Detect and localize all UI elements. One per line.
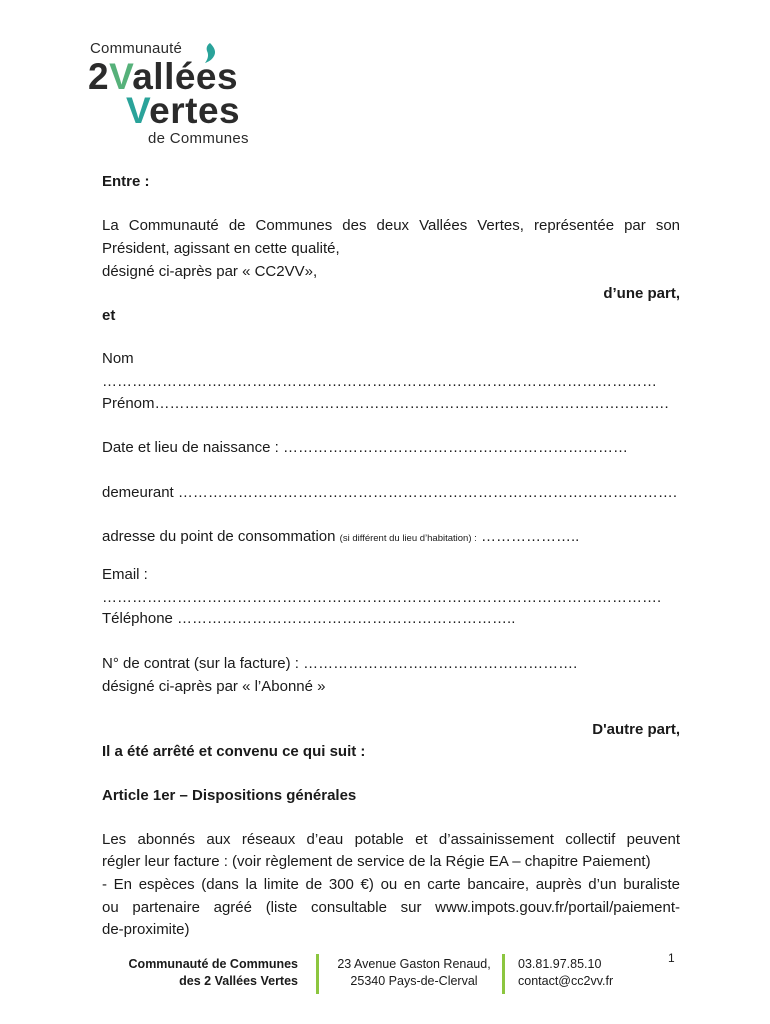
logo-line-communaute: Communauté (90, 40, 183, 57)
autre-part: D'autre part, (592, 721, 680, 738)
para2-line2: régler leur facture : (voir règlement de service de la Régie EA – chapitre Paiement) (102, 853, 651, 870)
abonne-line: désigné ci-après par « l’Abonné » (102, 678, 326, 695)
article1-heading: Article 1er – Dispositions générales (102, 787, 357, 804)
logo (88, 38, 288, 148)
para1-line3: désigné ci-après par « CC2VV», (102, 263, 318, 280)
para1-line2: Président, agissant en cette qualité, (102, 240, 340, 257)
para2-line4: ou partenaire agréé (liste consultable sur www.impots.gouv.fr/portail/paiement- (102, 899, 680, 916)
et-label: et (102, 307, 116, 324)
entre-heading: Entre : (102, 173, 150, 190)
page-footer (0, 950, 770, 1000)
para2-line3: - En espèces (dans la limite de 300 €) ou en carte bancaire, auprès d’un buraliste (102, 876, 680, 893)
field-demeurant: demeurant ………………………………………………………………………………………. (102, 484, 678, 501)
une-part: d’une part, (603, 285, 680, 302)
arrete-heading: Il a été arrêté et convenu ce qui suit : (102, 743, 366, 760)
footer-separator (316, 954, 319, 994)
field-adresse: adresse du point de consommation (si différent du lieu d’habitation) : ……………….. (102, 528, 580, 545)
footer-organization: Communauté de Communes des 2 Vallées Vertes (128, 957, 298, 988)
logo-line-vertes: Vertes (126, 90, 241, 131)
footer-separator (502, 954, 505, 994)
footer-address: 23 Avenue Gaston Renaud, 25340 Pays-de-Clerval (337, 957, 491, 988)
para2-line5: de-proximite) (102, 921, 190, 938)
field-prenom: Prénom…………………………………………………………………………………………. (102, 395, 669, 412)
logo-line-de-communes: de Communes (148, 130, 249, 147)
footer-contact (518, 956, 658, 990)
field-email: Email : …………………………………………………………………………………………………. (102, 566, 662, 606)
footer-email: contact@cc2vv.fr (518, 974, 614, 988)
logo-line-2vallees: 2Vallées (88, 56, 239, 97)
field-telephone: Téléphone ………………………………………………………….. (102, 610, 516, 627)
para1-line1: La Communauté de Communes des deux Vallées Vertes, représentée par son (102, 217, 680, 234)
field-nom: Nom ………………………………………………………………………………………………… (102, 350, 657, 390)
footer-phone: 03.81.97.85.10 (518, 957, 602, 971)
para2-line1: Les abonnés aux réseaux d’eau potable et d’assainissement collectif peuvent (102, 831, 680, 848)
field-naissance: Date et lieu de naissance : …………………………………………………………… (102, 439, 628, 456)
field-contrat: N° de contrat (sur la facture) : ………………………………………………. (102, 655, 578, 672)
page-number: 1 (668, 951, 675, 965)
